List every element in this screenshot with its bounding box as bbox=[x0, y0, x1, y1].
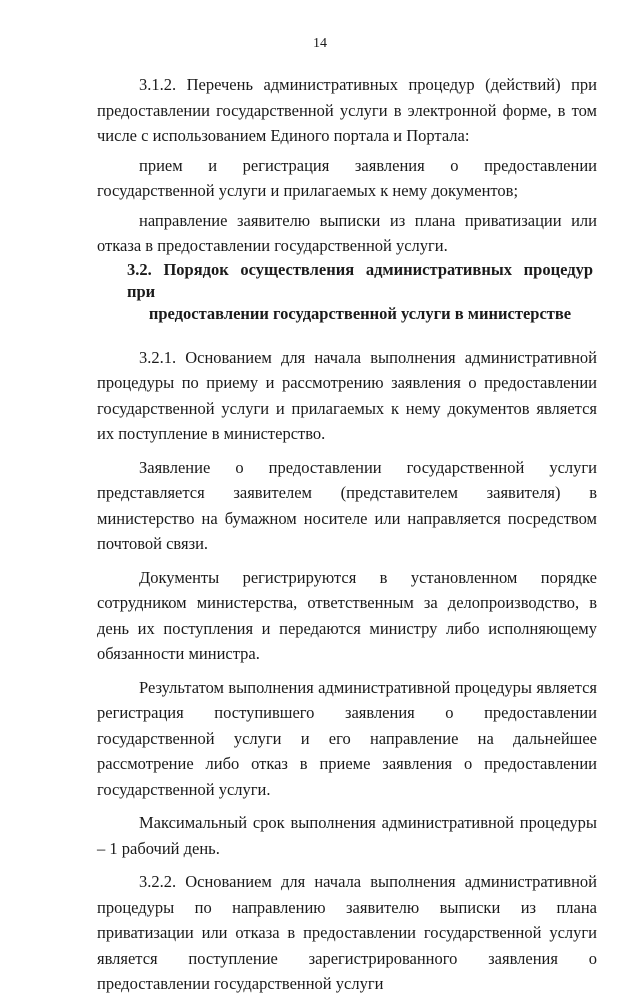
page-body bbox=[97, 72, 597, 997]
paragraph-3-2-2: 3.2.2. Основанием для начала выполнения административной процедуры по направлению заявителю выписки из плана приватизации или отказа в предоставлении государственной услуги является поступление зарегистрированного заявления о предоставлении государственной услуги bbox=[97, 872, 597, 993]
paragraph-3-1-2-intro: 3.1.2. Перечень административных процедур (действий) при предоставлении государственной услуги в электронной форме, в том числе с использованием Единого портала и Портала: bbox=[97, 75, 597, 145]
paragraph-3-2-1: 3.2.1. Основанием для начала выполнения административной процедуры по приему и рассмотрению заявления о предоставлении государственной услуги и прилагаемых к нему документов является их поступление в министерство. bbox=[97, 347, 597, 443]
list-item-reception: прием и регистрация заявления о предоставлении государственной услуги и прилагаемых к нему документов; bbox=[97, 155, 597, 200]
paragraph-procedure-result: Результатом выполнения административной процедуры является регистрация поступившего заявления о предоставлении государственной услуги и его направление на дальнейшее рассмотрение либо отказ в приеме заявления о предоставлении государственной услуги. bbox=[97, 677, 597, 799]
section-heading-line-1: 3.2. Порядок осуществления административных процедур при bbox=[127, 259, 593, 301]
paragraph-document-registration: Документы регистрируются в установленном порядке сотрудником министерства, ответственным за делопроизводство, в день их поступления и передаются министру либо исполняющему обязанности министра. bbox=[97, 567, 597, 663]
section-heading-line-2: предоставлении государственной услуги в министерстве bbox=[148, 303, 572, 323]
page-number: 14 bbox=[313, 36, 327, 51]
list-item-sending: направление заявителю выписки из плана приватизации или отказа в предоставлении государственной услуги. bbox=[97, 210, 597, 255]
paragraph-max-term: Максимальный срок выполнения административной процедуры – 1 рабочий день. bbox=[97, 813, 597, 858]
paragraph-application-submission: Заявление о предоставлении государственной услуги представляется заявителем (представителем заявителя) в министерство на бумажном носителе или направляется посредством почтовой связи. bbox=[97, 457, 597, 553]
section-heading-3-2 bbox=[97, 259, 597, 325]
